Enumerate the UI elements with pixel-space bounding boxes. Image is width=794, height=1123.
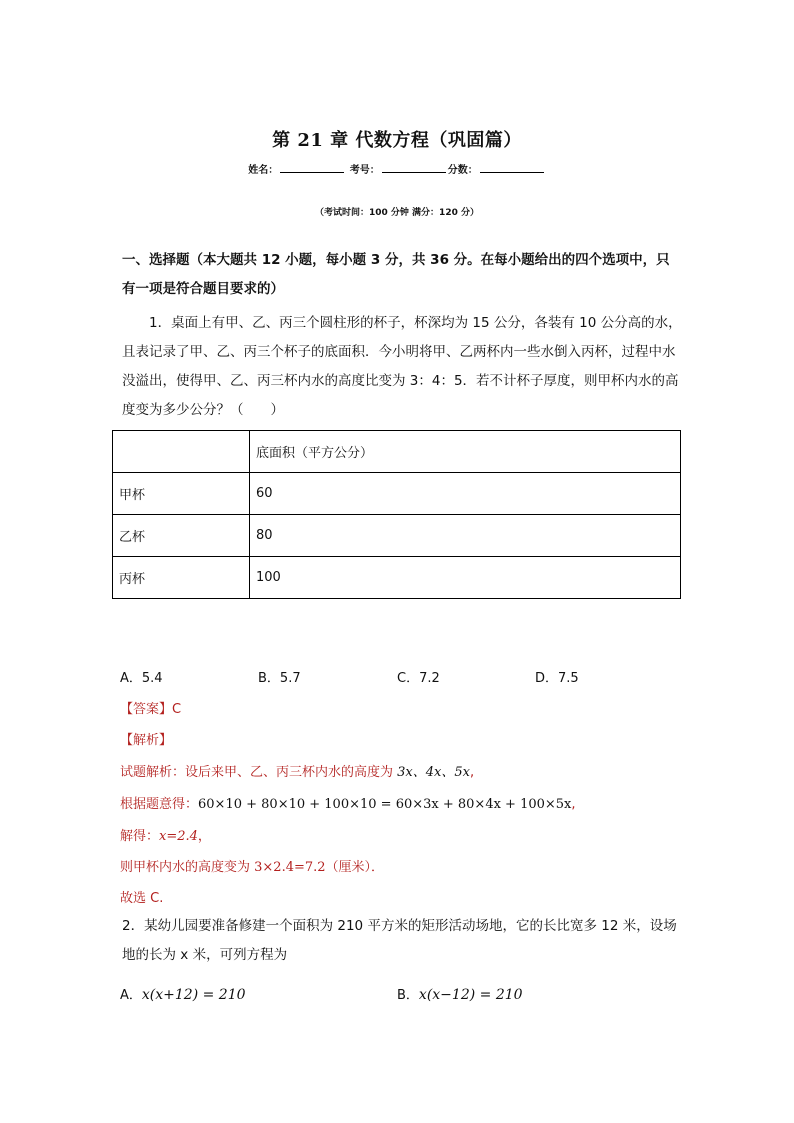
analysis-math: 3×2.4=7.2（厘米） [254, 860, 372, 875]
analysis-line-4 [120, 856, 384, 875]
analysis-math: 60×10 + 80×10 + 100×10 = 60×3x + 80×4x + 100×5x [198, 797, 572, 812]
analysis-text: 试题解析：设后来甲、乙、丙三杯内水的高度为 [120, 765, 398, 780]
question-2-text: 2．某幼儿园要准备修建一个面积为 210 平方米的矩形活动场地，它的长比宽多 12 米，设场地的长为 x 米，可列方程为 [122, 918, 677, 963]
question-1-text: 1．桌面上有甲、乙、丙三个圆柱形的杯子，杯深均为 15 公分，各装有 10 公分高的水，且表记录了甲、乙、丙三个杯子的底面积．今小明将甲、乙两杯内一些水倒入丙杯，过程中水没溢出，使得甲、乙、丙三杯内水的高度比变为 3：4：5．若不计杯子厚度，则甲杯内水的高度变为多少公分？（ ） [122, 315, 682, 418]
option-a[interactable]: A．5.4 [120, 671, 163, 686]
table-cell: 乙杯 [113, 515, 250, 557]
analysis-line-1 [120, 761, 474, 780]
score-blank[interactable] [480, 162, 544, 173]
exam-number-blank[interactable] [382, 162, 446, 173]
exam-meta: （考试时间：100 分钟 满分：120 分） [315, 208, 479, 218]
option-b[interactable] [397, 984, 523, 1003]
table-cell: 60 [250, 473, 681, 515]
option-a[interactable] [120, 984, 246, 1003]
analysis-text: 则甲杯内水的高度变为 [120, 860, 255, 875]
exam-number-label: 考号： [349, 165, 380, 176]
option-b-equation: x(x−12) = 210 [418, 987, 523, 1003]
analysis-math: x=2.4 [159, 829, 198, 844]
analysis-text: ． [371, 860, 385, 875]
option-a-label: A． [120, 988, 142, 1003]
option-b-label: B． [397, 988, 419, 1003]
analysis-text: , [571, 797, 576, 812]
table-cell: 丙杯 [113, 557, 250, 599]
analysis-text: 解得： [120, 829, 160, 844]
option-c[interactable]: C．7.2 [397, 671, 440, 686]
table-cell: 100 [250, 557, 681, 599]
section-heading: 一、选择题（本大题共 12 小题，每小题 3 分，共 36 分。在每小题给出的四个选项中，只有一项是符合题目要求的） [122, 252, 670, 297]
table-row [113, 515, 681, 557]
table-cell: 80 [250, 515, 681, 557]
score-label: 分数： [447, 165, 478, 176]
analysis-line-5: 故选 C. [120, 891, 164, 906]
base-area-table [112, 430, 681, 599]
answer-line [120, 698, 181, 717]
option-d[interactable]: D．7.5 [535, 671, 579, 686]
analysis-text: ， [197, 829, 211, 844]
student-info-line [0, 161, 794, 176]
analysis-line-2 [120, 793, 576, 812]
analysis-line-3 [120, 825, 211, 844]
answer-label: 【答案】 [120, 702, 173, 717]
table-row [113, 473, 681, 515]
page-title: 第 21 章 代数方程（巩固篇） [272, 130, 522, 151]
analysis-math: 3x、4x、5x [397, 765, 470, 780]
name-blank[interactable] [280, 162, 344, 173]
answer-value: C [172, 702, 182, 717]
option-b[interactable]: B．5.7 [258, 671, 301, 686]
name-label: 姓名： [248, 165, 279, 176]
table-header-row [113, 431, 681, 473]
option-a-equation: x(x+12) = 210 [141, 987, 246, 1003]
table-header-cell: 底面积（平方公分） [250, 431, 681, 473]
analysis-label: 【解析】 [120, 733, 173, 748]
analysis-text: 根据题意得： [120, 797, 199, 812]
analysis-text: , [469, 765, 475, 780]
table-row [113, 557, 681, 599]
table-cell: 甲杯 [113, 473, 250, 515]
table-header-cell [113, 431, 250, 473]
